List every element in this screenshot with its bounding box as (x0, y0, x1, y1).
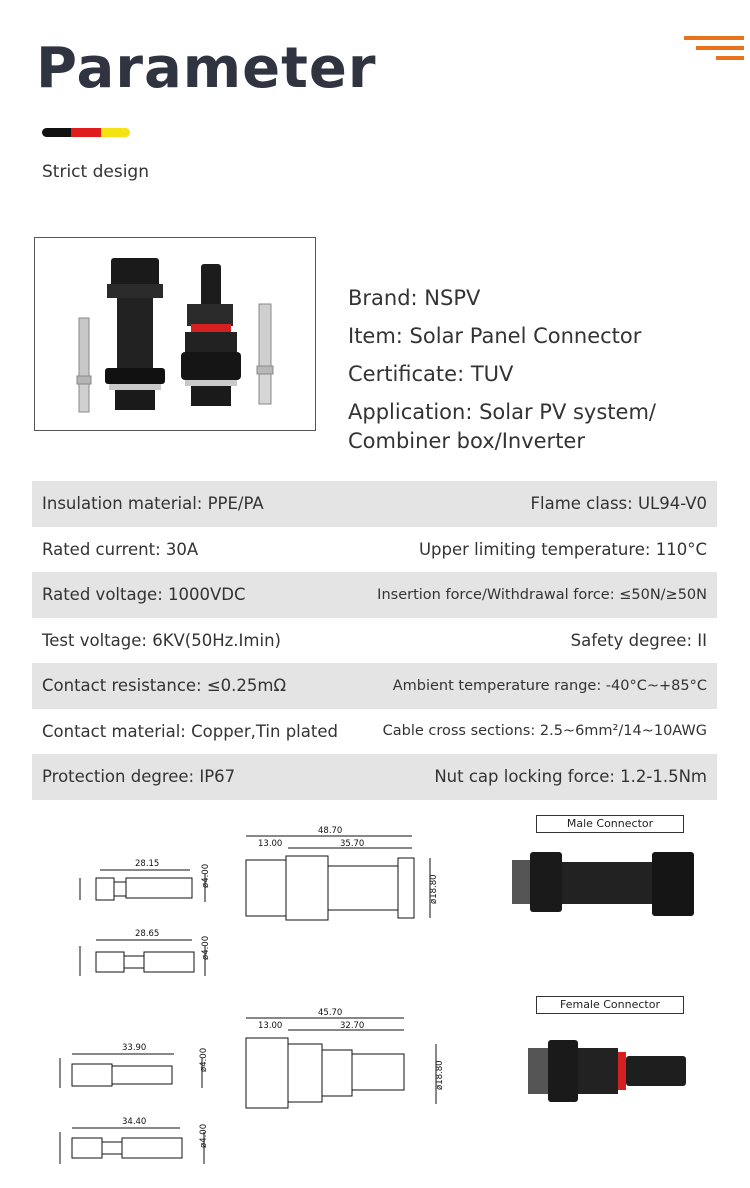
table-row (32, 481, 717, 527)
subtitle: Strict design (42, 162, 149, 182)
flag-black-segment (42, 128, 71, 137)
application-text (348, 398, 738, 456)
dim-female-dia: ø18.80 (435, 1060, 445, 1090)
dim-male-pin2-dia: ø4.00 (201, 935, 211, 960)
param-right: Cable cross sections: 2.5~6mm²/14~10AWG (382, 723, 707, 740)
certificate-text: Certificate: TUV (348, 362, 514, 386)
table-row (32, 709, 717, 755)
flag-color-bar (42, 128, 130, 137)
param-right: Flame class: UL94-V0 (530, 494, 707, 514)
dim-female-pin2-dia: ø4.00 (199, 1123, 209, 1148)
parameter-table (32, 481, 717, 800)
table-row (32, 527, 717, 573)
dim-male-body: 35.70 (340, 839, 365, 849)
param-right: Safety degree: II (570, 630, 707, 650)
product-info (348, 284, 738, 456)
dim-male-total: 48.70 (318, 826, 343, 836)
param-left: Contact resistance: ≤0.25mΩ (42, 676, 287, 696)
dim-female-pin-dia: ø4.00 (199, 1047, 209, 1072)
table-row (32, 663, 717, 709)
dim-female-pin2-length: 34.40 (122, 1117, 147, 1127)
param-right: Nut cap locking force: 1.2-1.5Nm (434, 767, 707, 787)
dim-male-pin-length: 28.15 (135, 859, 160, 869)
param-left: Contact material: Copper,Tin plated (42, 721, 338, 741)
female-connector-photo (528, 1040, 686, 1102)
application-line-2: Combiner box/Inverter (348, 429, 585, 453)
item-text: Item: Solar Panel Connector (348, 324, 642, 348)
application-line-1: Application: Solar PV system/ (348, 400, 656, 424)
dim-female-nut: 13.00 (258, 1021, 283, 1031)
dim-male-dia: ø18.80 (429, 874, 439, 904)
param-left: Protection degree: IP67 (42, 767, 236, 787)
param-right: Insertion force/Withdrawal force: ≤50N/≥50N (377, 586, 707, 603)
connector-photo-illustration (35, 238, 315, 430)
param-right: Upper limiting temperature: 110°C (418, 539, 707, 559)
technical-drawings (0, 808, 750, 1188)
menu-lines-icon[interactable] (684, 36, 744, 66)
male-connector-photo (512, 852, 694, 916)
product-photo (34, 237, 316, 431)
table-row (32, 572, 717, 618)
param-right: Ambient temperature range: -40°C~+85°C (392, 677, 707, 694)
param-left: Insulation material: PPE/PA (42, 494, 264, 514)
table-row (32, 754, 717, 800)
flag-red-segment (71, 128, 100, 137)
param-left: Rated current: 30A (42, 539, 199, 559)
dim-female-body: 32.70 (340, 1021, 365, 1031)
page-title: Parameter (36, 36, 377, 101)
female-connector-label: Female Connector (536, 996, 684, 1014)
male-connector-label: Male Connector (536, 815, 684, 833)
dim-male-pin2-length: 28.65 (135, 929, 160, 939)
dim-male-pin-dia: ø4.00 (201, 863, 211, 888)
table-row (32, 618, 717, 664)
param-left: Test voltage: 6KV(50Hz.Imin) (42, 630, 281, 650)
flag-yellow-segment (101, 128, 130, 137)
param-left: Rated voltage: 1000VDC (42, 585, 246, 605)
dim-female-total: 45.70 (318, 1008, 343, 1018)
dim-female-pin-length: 33.90 (122, 1043, 147, 1053)
dim-male-nut: 13.00 (258, 839, 283, 849)
brand-text: Brand: NSPV (348, 286, 481, 310)
